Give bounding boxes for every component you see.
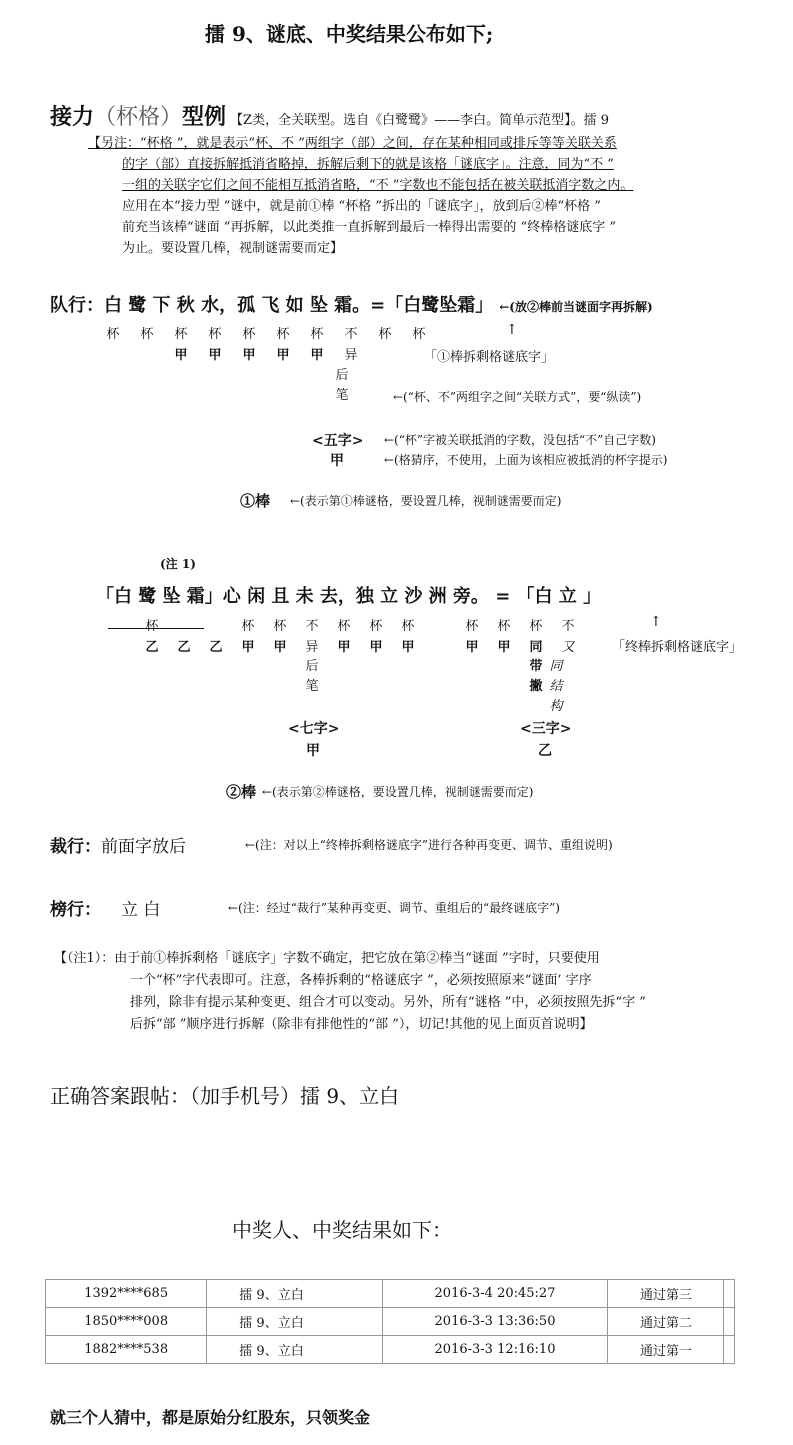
cell-empty xyxy=(724,1308,735,1336)
row2-baton: ②棒 xyxy=(226,783,257,801)
row1-baton: ①棒 xyxy=(240,492,271,510)
footnote-line-4: 后拆“部 ”顺序进行拆解（除非有排他性的“部 ”），切记!其他的见上面页首说明】 xyxy=(130,1017,593,1032)
row1-baton-note: ←(表示第①棒谜格，要设置几棒，视制谜需要而定) xyxy=(290,494,562,508)
row1-count-label: <五字> xyxy=(312,433,364,449)
mark: 杯 xyxy=(145,619,159,634)
cell-phone: 1392****685 xyxy=(46,1280,207,1308)
mark: 甲 xyxy=(337,640,351,655)
winners-table xyxy=(45,1279,735,1364)
heading-prefix: 接力 xyxy=(50,104,95,130)
table-row xyxy=(46,1280,735,1308)
table-row xyxy=(46,1308,735,1336)
winners-title: 中奖人、中奖结果如下： xyxy=(232,1218,452,1242)
mark: 甲 xyxy=(369,640,383,655)
mark: 甲 xyxy=(401,640,415,655)
mark: 杯 xyxy=(140,327,154,342)
mark: 后 xyxy=(335,368,349,383)
mark: 杯 xyxy=(465,619,479,634)
mark: 后 xyxy=(305,659,319,674)
row2-col-a xyxy=(304,657,320,697)
mark: 撇 xyxy=(529,679,543,694)
row1-extra-col xyxy=(334,366,350,406)
row2-baton-note: ←(表示第②棒谜格，要设置几棒，视制谜需要而定) xyxy=(262,785,534,799)
row2-count1-sub: 甲 xyxy=(306,743,320,759)
row2-verse: 「白 鹭 坠 霜」心 闲 且 未 去，独 立 沙 洲 旁。 = 「白 立 」 xyxy=(96,586,602,607)
cell-empty xyxy=(724,1336,735,1364)
row2-count2-sub: 乙 xyxy=(538,743,552,759)
list-row xyxy=(50,895,160,920)
mark: 笔 xyxy=(335,388,349,403)
intro-heading xyxy=(50,100,609,131)
heading-paren: （杯格） xyxy=(94,105,183,130)
row1-verse-line xyxy=(50,291,653,317)
cell-time: 2016-3-4 20:45:27 xyxy=(382,1280,608,1308)
table-row xyxy=(46,1336,735,1364)
mark: 同 xyxy=(529,640,543,655)
cell-time: 2016-3-3 13:36:50 xyxy=(382,1308,608,1336)
mark: 杯 xyxy=(174,327,188,342)
mark: 杯 xyxy=(529,619,543,634)
mark: 杯 xyxy=(412,327,426,342)
mark: 杯 xyxy=(310,327,324,342)
row2-col-c xyxy=(548,657,564,717)
answer-line: 正确答案跟帖：（加手机号）擂 9、立白 xyxy=(50,1084,400,1108)
footnote-line-2: 一个“杯”字代表即可。注意，各棒拆剩的“格谜底字 ”，必须按照原来“谜面’ 字序 xyxy=(130,973,592,988)
mark: 甲 xyxy=(208,348,222,363)
cell-rank: 通过第二 xyxy=(608,1308,724,1336)
cell-rank: 通过第三 xyxy=(608,1280,724,1308)
list-label: 榜行： xyxy=(50,900,101,920)
note-line-6: 为止。要设置几棒，视制谜需要而定】 xyxy=(122,241,344,256)
row2-top-marks xyxy=(136,615,584,634)
mark: 异 xyxy=(344,348,358,363)
note-line-1: 【另注：“杯格 ”，就是表示“杯、不 ”两组字（部）之间，存在某种相同或排斥等等关联关系 xyxy=(88,136,617,151)
mark: 杯 xyxy=(401,619,415,634)
cell-rank: 通过第一 xyxy=(608,1336,724,1364)
mark: 杯 xyxy=(208,327,222,342)
mark: 甲 xyxy=(465,640,479,655)
page-title: 擂 9、谜底、中奖结果公布如下; xyxy=(205,22,494,46)
row1-up-arrow: ↑ xyxy=(506,322,518,338)
heading-note: 【Z类，全关联型。选自《白鹭鹭》——李白。简单示范型】。擂 9 xyxy=(230,113,609,128)
winners-summary: 就三个人猜中，都是原始分红股东，只领奖金 xyxy=(50,1408,371,1427)
mark: 乙 xyxy=(177,640,191,655)
cell-answer: 擂 9、立白 xyxy=(207,1308,382,1336)
mark: 乙 xyxy=(145,640,159,655)
mark: 杯 xyxy=(273,619,287,634)
note-line-4: 应用在本“接力型 ”谜中，就是前①棒 “杯格 ”拆出的「谜底字」，放到后②棒“杯格 ” xyxy=(122,199,601,214)
row2-count2-label: <三字> xyxy=(520,721,572,737)
row1-verse-note: ←(放②棒前当谜面字再拆解) xyxy=(499,300,653,314)
note-line-5: 前充当该棒“谜面 ”再拆解，以此类推一直拆解到最后一棒得出需要的 “终棒格谜底字 ” xyxy=(122,220,616,235)
mark: 杯 xyxy=(378,327,392,342)
row1-top-marks xyxy=(96,323,436,342)
row1-count-note: ←(“杯”字被关联抵消的字数，没包括“不”自己字数) xyxy=(384,433,656,447)
heading-suffix: 型例 xyxy=(182,104,227,130)
mark: 乙 xyxy=(209,640,223,655)
cell-phone: 1882****538 xyxy=(46,1336,207,1364)
note-line-3: 一组的关联字它们之间不能相互抵消省略，“不 ”字数也不能包括在被关联抵消字数之内。 xyxy=(122,178,634,193)
cell-answer: 擂 9、立白 xyxy=(207,1336,382,1364)
mark: 杯 xyxy=(369,619,383,634)
row2-note-tag: (注 1) xyxy=(160,557,196,571)
cut-row xyxy=(50,832,186,857)
mark: 异 xyxy=(305,640,319,655)
footnote-line-1: 【（注1）：由于前①棒拆剩格「谜底字」字数不确定，把它放在第②棒当“谜面 ”字时，只要使用 xyxy=(54,951,600,966)
mark: 甲 xyxy=(241,640,255,655)
cell-empty xyxy=(724,1280,735,1308)
mark: 不 xyxy=(344,327,358,342)
row2-sub-marks xyxy=(136,636,584,655)
list-note: ←(注：经过“裁行”某种再变更、调节、重组后的“最终谜底字”) xyxy=(228,901,560,915)
row1-verse: 白 鹭 下 秋 水，孤 飞 如 坠 霜。=「白鹭坠霜」 xyxy=(104,295,494,316)
mark: 甲 xyxy=(310,348,324,363)
mark: 构 xyxy=(549,699,563,714)
row1-sub-marks xyxy=(96,344,436,363)
mark: 不 xyxy=(561,619,575,634)
row1-count-sub: 甲 xyxy=(330,453,344,469)
mark: 杯 xyxy=(337,619,351,634)
mark: 杯 xyxy=(106,327,120,342)
mark: 不 xyxy=(305,619,319,634)
mark: 笔 xyxy=(305,679,319,694)
cut-note: ←(注：对以上“终棒拆剩格谜底字”进行各种再变更、调节、重组说明) xyxy=(245,838,613,852)
footnote-line-3: 排列，除非有提示某种变更、组合才可以变动。另外，所有“谜格 ”中，必须按照先拆“字 ” xyxy=(130,995,646,1010)
row1-result-note: 「①棒拆剩格谜底字」 xyxy=(424,350,555,365)
mark: 甲 xyxy=(276,348,290,363)
cell-time: 2016-3-3 12:16:10 xyxy=(382,1336,608,1364)
mark: 杯 xyxy=(276,327,290,342)
row2-count1-label: <七字> xyxy=(288,721,340,737)
mark: 甲 xyxy=(242,348,256,363)
mark: 同 xyxy=(549,659,563,674)
cell-answer: 擂 9、立白 xyxy=(207,1280,382,1308)
row2-result-note: 「终棒拆剩格谜底字」 xyxy=(612,640,743,655)
row1-relation-note: ←(“杯、不”两组字之间“关联方式”，要“纵读”) xyxy=(393,390,642,404)
mark: 甲 xyxy=(174,348,188,363)
mark: 又 xyxy=(561,640,575,655)
mark: 结 xyxy=(549,679,563,694)
row2-up-arrow: ↑ xyxy=(650,614,662,630)
mark: 甲 xyxy=(497,640,511,655)
list-value: 立 白 xyxy=(121,900,161,920)
row2-col-b xyxy=(528,657,544,697)
mark: 甲 xyxy=(273,640,287,655)
mark: 带 xyxy=(529,659,543,674)
row1-guess-note: ←(格猜序，不使用，上面为该相应被抵消的杯字提示) xyxy=(384,453,668,467)
cell-phone: 1850****008 xyxy=(46,1308,207,1336)
row1-label: 队行： xyxy=(50,295,104,316)
mark: 杯 xyxy=(497,619,511,634)
cut-label: 裁行： xyxy=(50,837,101,857)
mark: 杯 xyxy=(241,619,255,634)
note-line-2: 的字（部）直接拆解抵消省略掉，拆解后剩下的就是该格「谜底字」。注意，同为“不 ” xyxy=(122,157,614,172)
cut-value: 前面字放后 xyxy=(101,837,186,857)
mark: 杯 xyxy=(242,327,256,342)
